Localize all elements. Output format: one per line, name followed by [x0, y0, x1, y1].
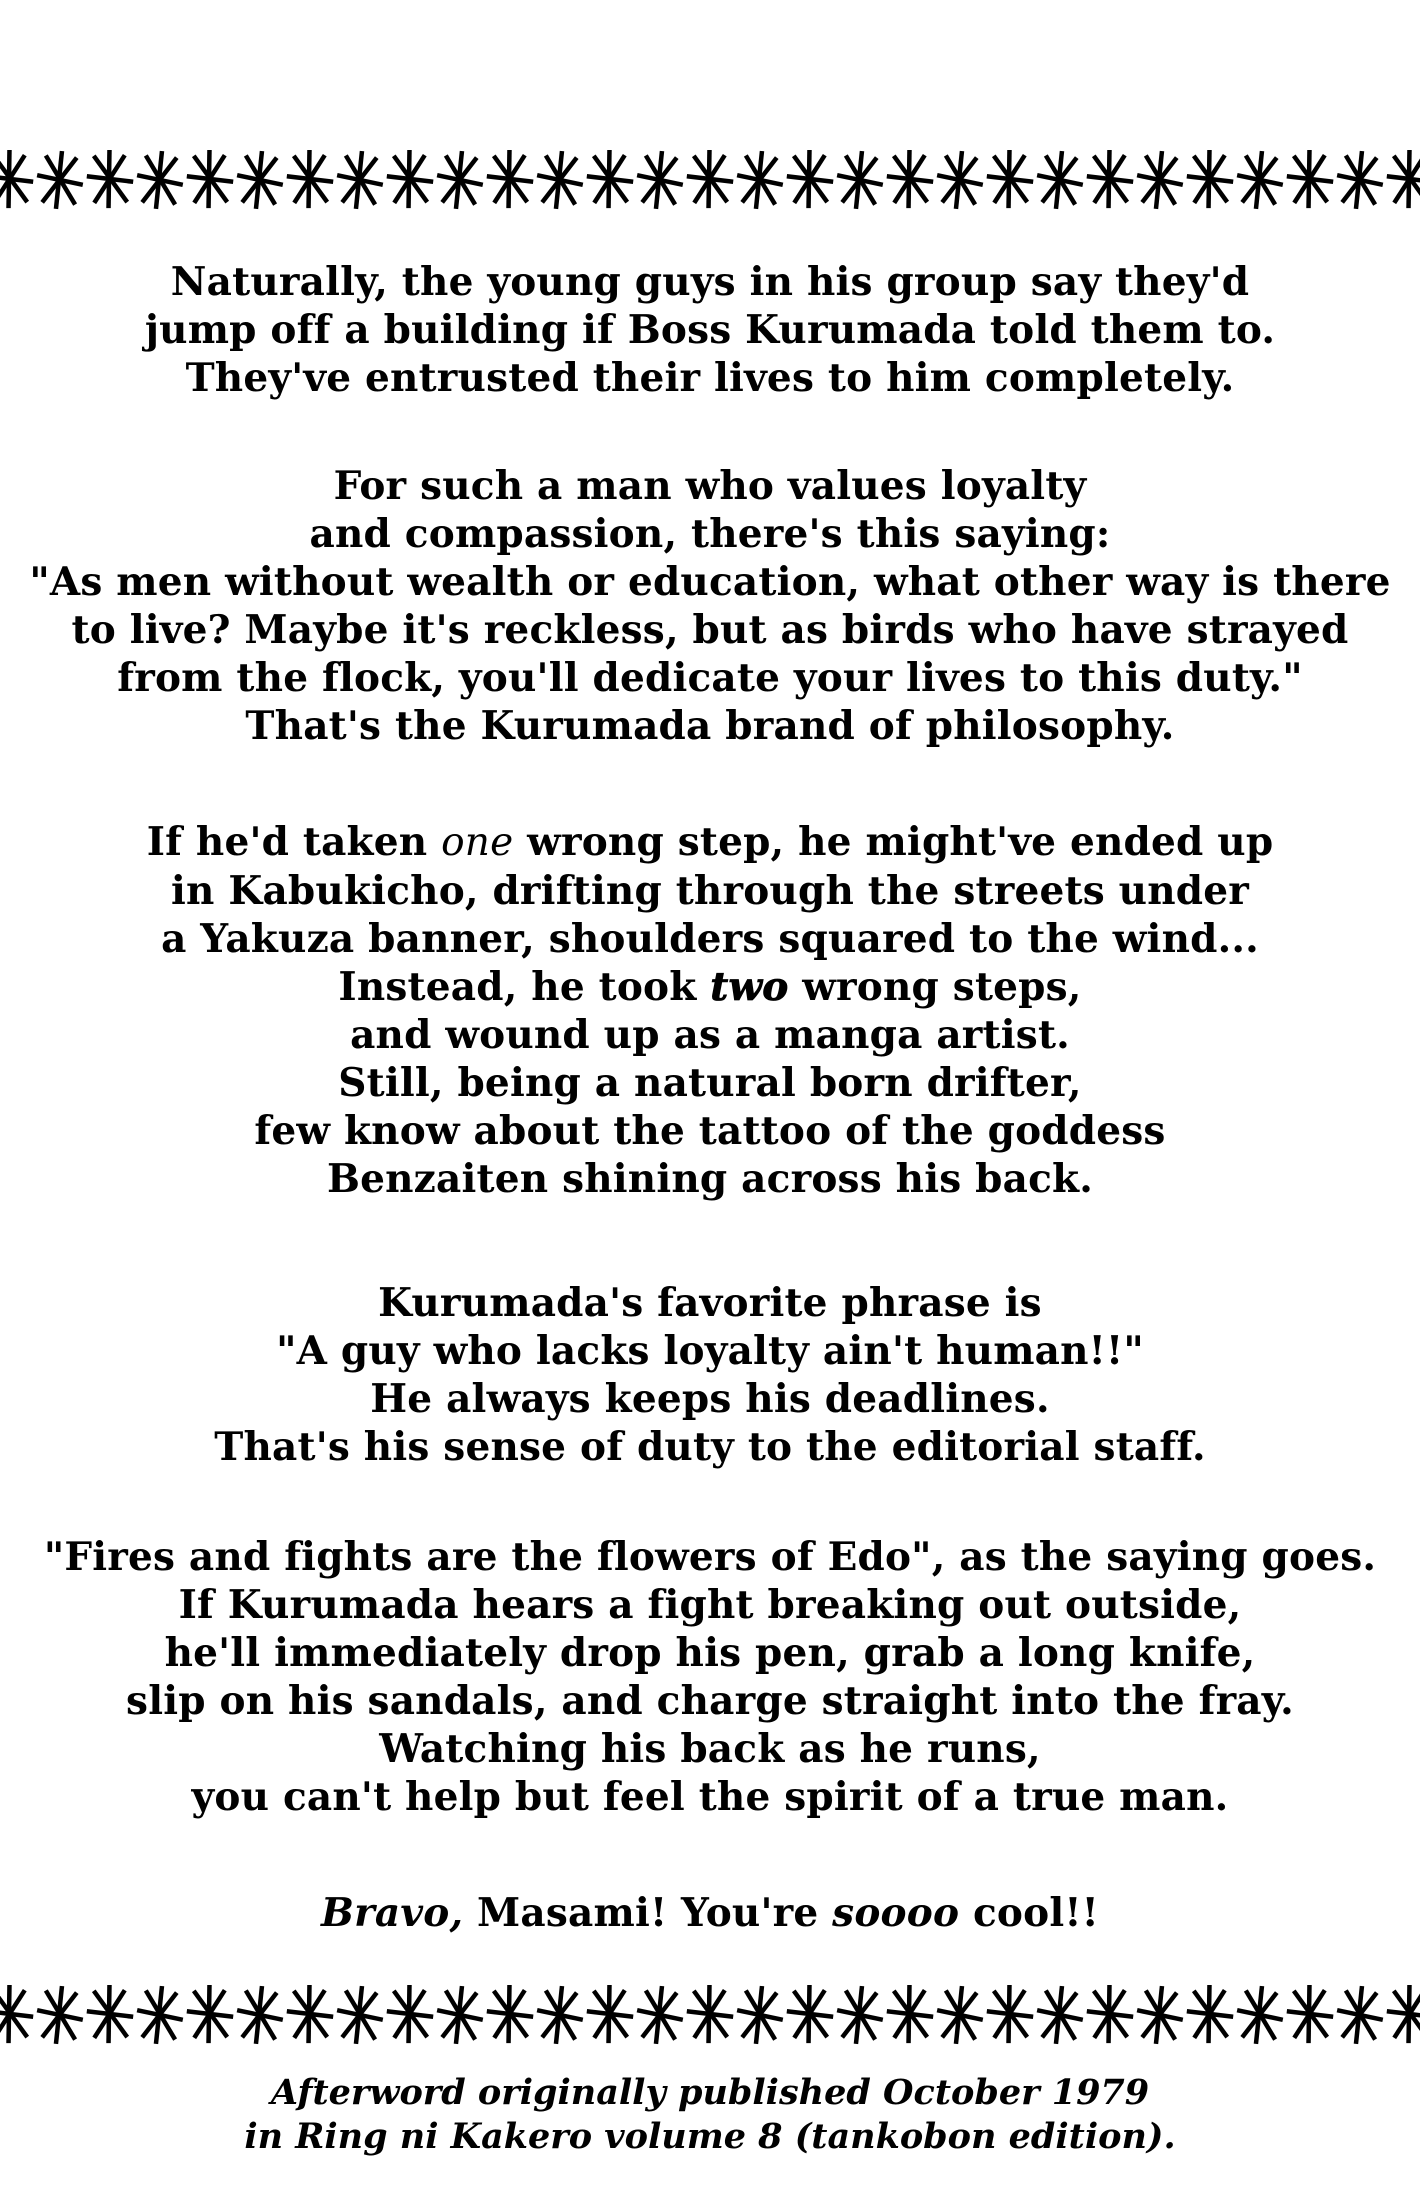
closing-line	[0, 1889, 1420, 1937]
text-line: and compassion, there's this saying:	[309, 511, 1111, 557]
asterisk-star-icon	[134, 1983, 186, 2047]
text-segment: wrong steps,	[788, 964, 1082, 1010]
paragraph-2	[0, 462, 1420, 750]
text-segment: Masami! You're	[463, 1890, 833, 1936]
text-line	[0, 1889, 1420, 1937]
asterisk-star-icon	[34, 1983, 86, 2047]
asterisk-star-icon	[1334, 148, 1386, 212]
asterisk-star-icon	[783, 147, 836, 212]
asterisk-star-icon	[834, 148, 886, 212]
emphasis-text: one	[441, 820, 514, 865]
asterisk-star-icon	[1234, 148, 1286, 212]
asterisk-star-icon	[983, 1982, 1036, 2047]
asterisk-star-icon	[934, 148, 986, 212]
asterisk-star-icon	[1034, 148, 1086, 212]
text-segment: wrong step, he might've ended up	[513, 819, 1274, 865]
text-line: "A guy who lacks loyalty ain't human!!"	[276, 1328, 1144, 1374]
text-segment: cool!!	[959, 1890, 1099, 1936]
text-line: For such a man who values loyalty	[333, 463, 1087, 509]
asterisk-star-icon	[334, 1983, 386, 2047]
asterisk-star-icon	[883, 1982, 936, 2047]
asterisk-star-icon	[134, 148, 186, 212]
text-line	[0, 818, 1420, 867]
text-line: he'll immediately drop his pen, grab a long knife,	[164, 1630, 1256, 1676]
asterisk-star-icon	[1034, 1983, 1086, 2047]
asterisk-star-icon	[0, 147, 37, 212]
text-line: Watching his back as he runs,	[379, 1726, 1041, 1772]
asterisk-star-icon	[934, 1983, 986, 2047]
text-line: jump off a building if Boss Kurumada told them to.	[144, 307, 1276, 353]
asterisk-star-icon	[1183, 147, 1236, 212]
asterisk-star-icon	[483, 1982, 536, 2047]
asterisk-star-icon	[534, 1983, 586, 2047]
text-line: Benzaiten shining across his back.	[326, 1156, 1094, 1202]
paragraph-3	[0, 818, 1420, 1203]
text-line: Still, being a natural born drifter,	[338, 1060, 1082, 1106]
text-line: and wound up as a manga artist.	[350, 1012, 1070, 1058]
asterisk-star-icon	[83, 1982, 136, 2047]
text-line: Afterword originally published October 1979	[270, 2072, 1150, 2113]
asterisk-star-icon	[34, 148, 86, 212]
asterisk-star-icon	[1134, 148, 1186, 212]
asterisk-star-icon	[283, 1982, 336, 2047]
text-line: in Ring ni Kakero volume 8 (tankobon edition).	[244, 2116, 1176, 2157]
asterisk-star-icon	[283, 147, 336, 212]
paragraph-4	[0, 1279, 1420, 1471]
strong-emphasis-text: two	[710, 964, 789, 1010]
text-line: in Kabukicho, drifting through the streets under	[171, 868, 1249, 914]
text-line: That's the Kurumada brand of philosophy.	[245, 703, 1175, 749]
asterisk-star-icon	[983, 147, 1036, 212]
asterisk-star-icon	[883, 147, 936, 212]
asterisk-star-icon	[234, 148, 286, 212]
text-line: If Kurumada hears a fight breaking out outside,	[178, 1582, 1242, 1628]
asterisk-star-icon	[434, 1983, 486, 2047]
asterisk-star-icon	[383, 1982, 436, 2047]
asterisk-star-icon	[1083, 1982, 1136, 2047]
text-line: you can't help but feel the spirit of a true man.	[191, 1774, 1229, 1820]
asterisk-star-icon	[1383, 147, 1420, 212]
asterisk-star-icon	[1234, 1983, 1286, 2047]
text-line: few know about the tattoo of the goddess	[254, 1108, 1166, 1154]
asterisk-star-icon	[534, 148, 586, 212]
paragraph-5	[0, 1533, 1420, 1821]
asterisk-star-icon	[1334, 1983, 1386, 2047]
asterisk-divider	[0, 1983, 1420, 2045]
emphasis-text: soooo	[832, 1890, 960, 1936]
asterisk-star-icon	[483, 147, 536, 212]
asterisk-star-icon	[434, 148, 486, 212]
asterisk-star-icon	[683, 147, 736, 212]
asterisk-star-icon	[634, 148, 686, 212]
text-segment: If he'd taken	[146, 819, 442, 865]
text-line: Kurumada's favorite phrase is	[378, 1280, 1042, 1326]
asterisk-star-icon	[834, 1983, 886, 2047]
asterisk-star-icon	[734, 148, 786, 212]
asterisk-star-icon	[583, 1982, 636, 2047]
asterisk-star-icon	[1283, 147, 1336, 212]
text-line: to live? Maybe it's reckless, but as birds who have strayed	[71, 607, 1349, 653]
paragraph-1	[0, 258, 1420, 402]
asterisk-star-icon	[83, 147, 136, 212]
text-line: "Fires and fights are the flowers of Edo", as the saying goes.	[43, 1534, 1377, 1580]
text-line: Naturally, the young guys in his group say they'd	[170, 259, 1250, 305]
asterisk-star-icon	[1183, 1982, 1236, 2047]
asterisk-star-icon	[0, 1982, 37, 2047]
footer-note	[0, 2071, 1420, 2159]
text-line: "As men without wealth or education, what other way is there	[29, 559, 1391, 605]
asterisk-star-icon	[1283, 1982, 1336, 2047]
asterisk-star-icon	[383, 147, 436, 212]
text-segment: Instead, he took	[338, 964, 711, 1010]
asterisk-star-icon	[1383, 1982, 1420, 2047]
asterisk-star-icon	[1083, 147, 1136, 212]
asterisk-star-icon	[783, 1982, 836, 2047]
asterisk-star-icon	[234, 1983, 286, 2047]
asterisk-star-icon	[183, 147, 236, 212]
text-line	[0, 963, 1420, 1011]
asterisk-star-icon	[634, 1983, 686, 2047]
asterisk-star-icon	[734, 1983, 786, 2047]
asterisk-star-icon	[683, 1982, 736, 2047]
asterisk-star-icon	[1134, 1983, 1186, 2047]
text-line: from the flock, you'll dedicate your lives to this duty."	[117, 655, 1303, 701]
asterisk-divider	[0, 148, 1420, 210]
emphasis-text: Bravo,	[321, 1890, 464, 1936]
asterisk-star-icon	[334, 148, 386, 212]
text-line: a Yakuza banner, shoulders squared to the wind...	[161, 916, 1259, 962]
text-line: slip on his sandals, and charge straight into the fray.	[126, 1678, 1294, 1724]
asterisk-star-icon	[183, 1982, 236, 2047]
asterisk-star-icon	[583, 147, 636, 212]
text-line: That's his sense of duty to the editorial staff.	[214, 1424, 1206, 1470]
text-line: He always keeps his deadlines.	[370, 1376, 1050, 1422]
text-line: They've entrusted their lives to him completely.	[185, 355, 1235, 401]
